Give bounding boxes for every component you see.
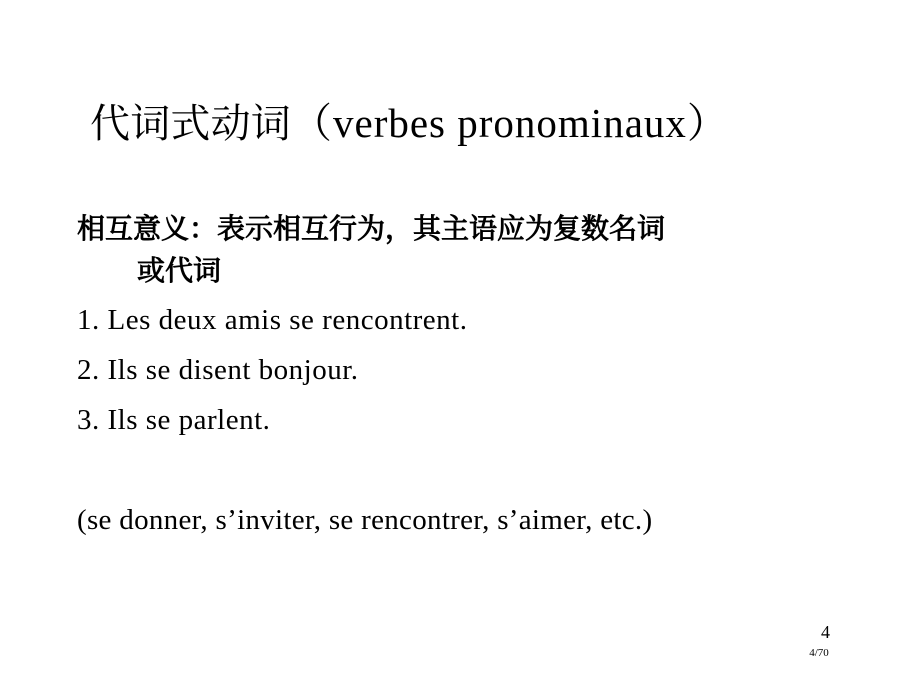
title-chinese-text: 代词式动词	[90, 101, 291, 147]
verb-examples-list: (se donner, s’inviter, se rencontrer, s’aimer, etc.)	[77, 504, 653, 536]
subtitle-line-2: 或代词	[137, 254, 222, 287]
reciprocal-meaning-heading	[77, 208, 837, 292]
page-counter: 4/70	[809, 647, 829, 659]
page-number: 4	[821, 622, 830, 642]
example-sentence-2: 2. Ils se disent bonjour.	[77, 354, 359, 386]
title-french-text: （verbes pronominaux）	[291, 100, 729, 146]
example-sentence-3: 3. Ils se parlent.	[77, 404, 271, 436]
slide-title	[90, 88, 880, 158]
example-sentence-1: 1. Les deux amis se rencontrent.	[77, 304, 468, 336]
subtitle-line-1: 相互意义：表示相互行为，其主语应为复数名词	[77, 212, 666, 245]
